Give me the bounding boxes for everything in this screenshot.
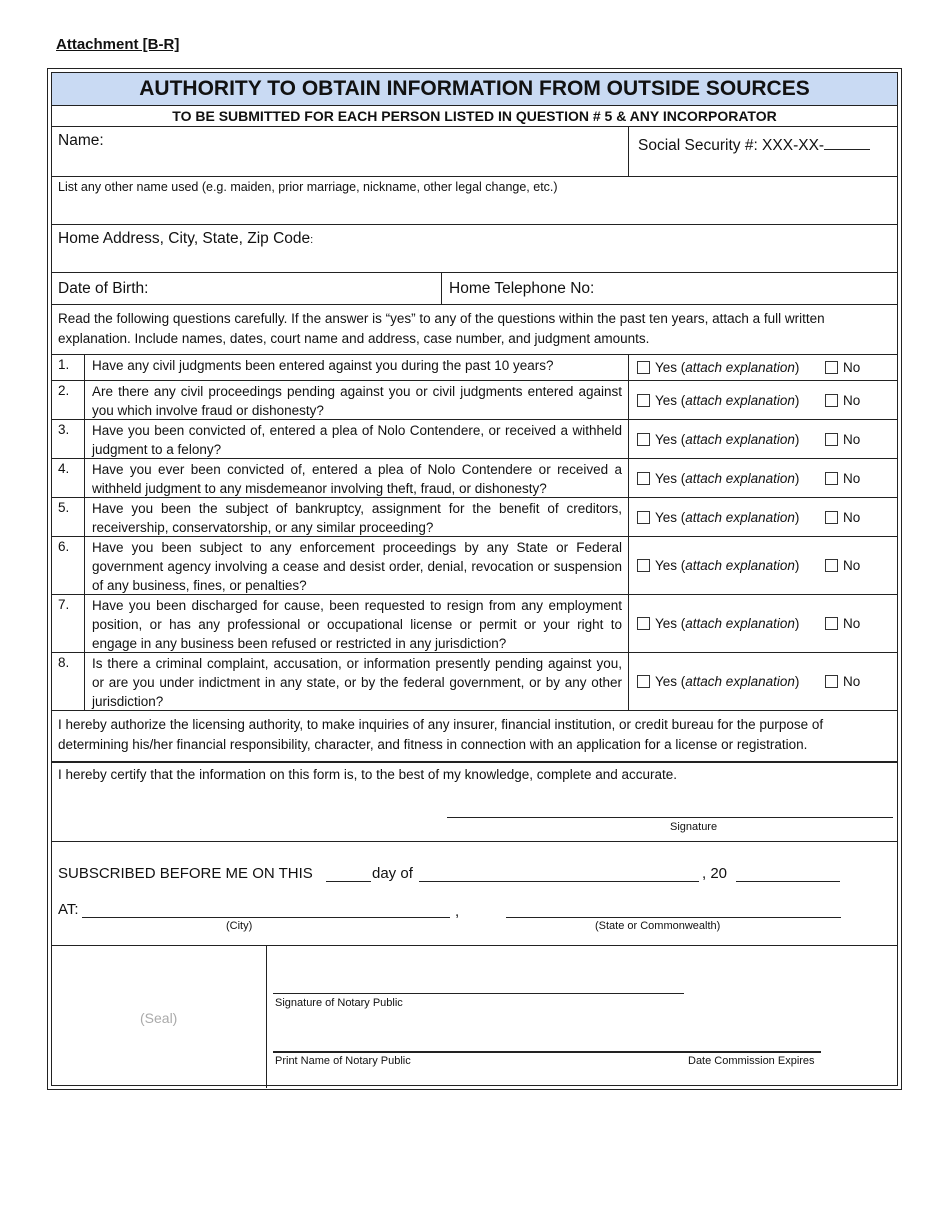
- yes-italic: attach explanation: [685, 674, 795, 689]
- address-label-wrap: [58, 230, 313, 248]
- seal-text: (Seal): [140, 1010, 178, 1026]
- question-text: Have any civil judgments been entered against you during the past 10 years?: [92, 358, 554, 373]
- form-body: [51, 72, 898, 1086]
- address-colon: :: [310, 234, 314, 246]
- no-checkbox[interactable]: [825, 361, 838, 374]
- yes-prefix: Yes (: [655, 360, 686, 375]
- question-text: Have you ever been convicted of, entered a plea of Nolo Contendere or received a withheld judgment to any misdemeanor involving theft, fraud, or dishonesty?: [92, 462, 622, 496]
- yes-suffix: ): [794, 558, 800, 573]
- question-number: 5.: [58, 500, 70, 515]
- no-label: No: [843, 471, 861, 486]
- address-label: Home Address, City, State, Zip Code: [58, 230, 311, 247]
- question-row: [52, 537, 897, 595]
- yes-italic: attach explanation: [685, 616, 795, 631]
- question-text: Have you been discharged for cause, been requested to resign from any employment position, or has any professional or occupational license or permit or your right to engage in any business been refused or restricted in any jurisdiction?: [92, 598, 622, 651]
- yes-italic: attach explanation: [685, 471, 795, 486]
- no-label: No: [843, 393, 861, 408]
- yes-prefix: Yes (: [655, 616, 686, 631]
- name-field[interactable]: [58, 132, 104, 150]
- question-text: Is there a criminal complaint, accusation, or information presently pending against you, or are you under indictment in any state, or by the federal government, or by any other jurisdiction?: [92, 656, 622, 709]
- yes-suffix: ): [794, 471, 800, 486]
- divider: [628, 653, 629, 710]
- yes-option[interactable]: [637, 674, 799, 689]
- divider: [84, 653, 85, 710]
- yes-suffix: ): [794, 674, 800, 689]
- signature-line[interactable]: [447, 817, 893, 818]
- no-checkbox[interactable]: [825, 511, 838, 524]
- form-subtitle: TO BE SUBMITTED FOR EACH PERSON LISTED IN QUESTION # 5 & ANY INCORPORATOR: [52, 106, 897, 127]
- phone-field[interactable]: [449, 280, 594, 298]
- question-row: [52, 595, 897, 653]
- divider: [84, 537, 85, 594]
- day-blank[interactable]: [326, 881, 371, 882]
- divider: [628, 498, 629, 536]
- yes-italic: attach explanation: [685, 393, 795, 408]
- state-caption: (State or Commonwealth): [595, 920, 721, 932]
- question-number: 1.: [58, 357, 70, 372]
- subscribed-row: [52, 842, 897, 946]
- city-blank[interactable]: [82, 917, 450, 918]
- divider: [628, 537, 629, 594]
- notary-signature-caption: Signature of Notary Public: [275, 997, 403, 1009]
- certification-text: I hereby certify that the information on this form is, to the best of my knowledge, complete and accurate.: [58, 767, 678, 782]
- seal-divider: [266, 946, 267, 1088]
- question-row: [52, 420, 897, 459]
- yes-option[interactable]: [637, 432, 799, 447]
- yes-option[interactable]: [637, 471, 799, 486]
- question-number: 2.: [58, 383, 70, 398]
- form-title: AUTHORITY TO OBTAIN INFORMATION FROM OUTSIDE SOURCES: [52, 73, 897, 106]
- name-row: [52, 127, 897, 177]
- notary-signature-line[interactable]: [273, 993, 684, 994]
- ssn-label: Social Security #: XXX-XX-: [638, 137, 825, 154]
- yes-option[interactable]: [637, 510, 799, 525]
- name-label: Name:: [58, 132, 104, 149]
- yes-suffix: ): [794, 360, 800, 375]
- month-blank[interactable]: [419, 881, 699, 882]
- yes-prefix: Yes (: [655, 510, 686, 525]
- yes-prefix: Yes (: [655, 393, 686, 408]
- question-text: Have you been the subject of bankruptcy, assignment for the benefit of creditors, receivership, conservatorship, or any similar proceeding?: [92, 501, 622, 535]
- no-option[interactable]: [825, 558, 860, 573]
- question-row: [52, 381, 897, 420]
- no-checkbox[interactable]: [825, 617, 838, 630]
- commission-caption: Date Commission Expires: [688, 1055, 815, 1067]
- state-blank[interactable]: [506, 917, 841, 918]
- day-of-text: day of: [372, 865, 413, 882]
- yes-suffix: ): [794, 616, 800, 631]
- divider: [84, 459, 85, 497]
- question-text: Have you been convicted of, entered a plea of Nolo Contendere, or received a withheld judgment to a felony?: [92, 423, 622, 457]
- yes-suffix: ): [794, 393, 800, 408]
- yes-suffix: ): [794, 432, 800, 447]
- yes-prefix: Yes (: [655, 471, 686, 486]
- no-option[interactable]: [825, 432, 860, 447]
- no-label: No: [843, 616, 861, 631]
- yes-checkbox[interactable]: [637, 394, 650, 407]
- year-prefix: , 20: [702, 865, 728, 882]
- divider: [628, 420, 629, 458]
- instructions-row: [52, 305, 897, 355]
- no-label: No: [843, 558, 861, 573]
- yes-italic: attach explanation: [685, 558, 795, 573]
- yes-option[interactable]: [637, 360, 799, 375]
- no-option[interactable]: [825, 616, 860, 631]
- question-text: Have you been subject to any enforcement proceedings by any State or Federal government agency involving a cease and desist order, denial, revocation or suspension of any business, fines, or penalties?: [92, 540, 622, 593]
- no-option[interactable]: [825, 674, 860, 689]
- question-row: [52, 355, 897, 381]
- divider: [628, 595, 629, 652]
- divider: [628, 127, 629, 176]
- question-number: 6.: [58, 539, 70, 554]
- yes-checkbox[interactable]: [637, 559, 650, 572]
- form-frame: [47, 68, 902, 1090]
- no-label: No: [843, 674, 861, 689]
- no-checkbox[interactable]: [825, 433, 838, 446]
- ssn-field[interactable]: [638, 135, 870, 155]
- yes-prefix: Yes (: [655, 674, 686, 689]
- at-label: AT:: [58, 901, 79, 918]
- no-label: No: [843, 360, 861, 375]
- phone-label: Home Telephone No:: [449, 280, 595, 297]
- divider: [84, 595, 85, 652]
- city-caption: (City): [226, 920, 253, 932]
- other-names-label: List any other name used (e.g. maiden, prior marriage, nickname, other legal change, etc.): [58, 180, 558, 194]
- no-label: No: [843, 510, 861, 525]
- divider: [628, 459, 629, 497]
- yes-checkbox[interactable]: [637, 433, 650, 446]
- yes-suffix: ): [794, 510, 800, 525]
- yes-italic: attach explanation: [685, 360, 795, 375]
- divider: [84, 355, 85, 380]
- question-row: [52, 459, 897, 498]
- attachment-label: Attachment [B-R]: [56, 36, 180, 53]
- no-checkbox[interactable]: [825, 394, 838, 407]
- question-number: 8.: [58, 655, 70, 670]
- authorization-row: [52, 711, 897, 762]
- dob-field[interactable]: [58, 280, 148, 298]
- no-checkbox[interactable]: [825, 559, 838, 572]
- question-text: Are there any civil proceedings pending against you or civil judgments entered against you which involve fraud or dishonesty?: [92, 384, 622, 418]
- address-row[interactable]: [52, 225, 897, 273]
- question-row: [52, 653, 897, 711]
- yes-checkbox[interactable]: [637, 675, 650, 688]
- question-number: 4.: [58, 461, 70, 476]
- dob-label: Date of Birth:: [58, 280, 149, 297]
- yes-italic: attach explanation: [685, 510, 795, 525]
- authorization-text: I hereby authorize the licensing authority, to make inquiries of any insurer, financial institution, or credit bureau for the purpose of determining his/her financial responsibility, character, and fitness in connection with an application for a license or registration.: [58, 717, 824, 752]
- question-number: 3.: [58, 422, 70, 437]
- divider: [84, 381, 85, 419]
- no-option[interactable]: [825, 510, 860, 525]
- yes-checkbox[interactable]: [637, 617, 650, 630]
- question-number: 7.: [58, 597, 70, 612]
- yes-checkbox[interactable]: [637, 361, 650, 374]
- divider: [628, 381, 629, 419]
- divider: [441, 273, 442, 304]
- yes-option[interactable]: [637, 393, 799, 408]
- instructions-text: Read the following questions carefully. If the answer is “yes” to any of the questions within the past ten years, attach a full written explanation. Include names, dates, court name and address, case number, and judgment amounts.: [58, 311, 825, 346]
- notary-row: [52, 946, 897, 1088]
- yes-prefix: Yes (: [655, 558, 686, 573]
- signature-caption: Signature: [670, 821, 718, 833]
- other-names-row[interactable]: [52, 177, 897, 225]
- year-blank[interactable]: [736, 881, 840, 882]
- divider: [84, 498, 85, 536]
- yes-italic: attach explanation: [685, 432, 795, 447]
- yes-option[interactable]: [637, 558, 799, 573]
- no-option[interactable]: [825, 360, 860, 375]
- ssn-blank[interactable]: [824, 135, 870, 150]
- yes-checkbox[interactable]: [637, 472, 650, 485]
- no-label: No: [843, 432, 861, 447]
- print-name-caption: Print Name of Notary Public: [275, 1055, 411, 1067]
- no-option[interactable]: [825, 471, 860, 486]
- certification-row: [52, 762, 897, 842]
- yes-option[interactable]: [637, 616, 799, 631]
- dob-phone-row: [52, 273, 897, 305]
- notary-print-line[interactable]: [273, 1051, 821, 1053]
- divider: [628, 355, 629, 380]
- no-checkbox[interactable]: [825, 472, 838, 485]
- no-option[interactable]: [825, 393, 860, 408]
- divider: [84, 420, 85, 458]
- yes-checkbox[interactable]: [637, 511, 650, 524]
- question-row: [52, 498, 897, 537]
- subscribed-text: SUBSCRIBED BEFORE ME ON THIS: [58, 865, 313, 882]
- no-checkbox[interactable]: [825, 675, 838, 688]
- yes-prefix: Yes (: [655, 432, 686, 447]
- at-comma: ,: [455, 903, 460, 920]
